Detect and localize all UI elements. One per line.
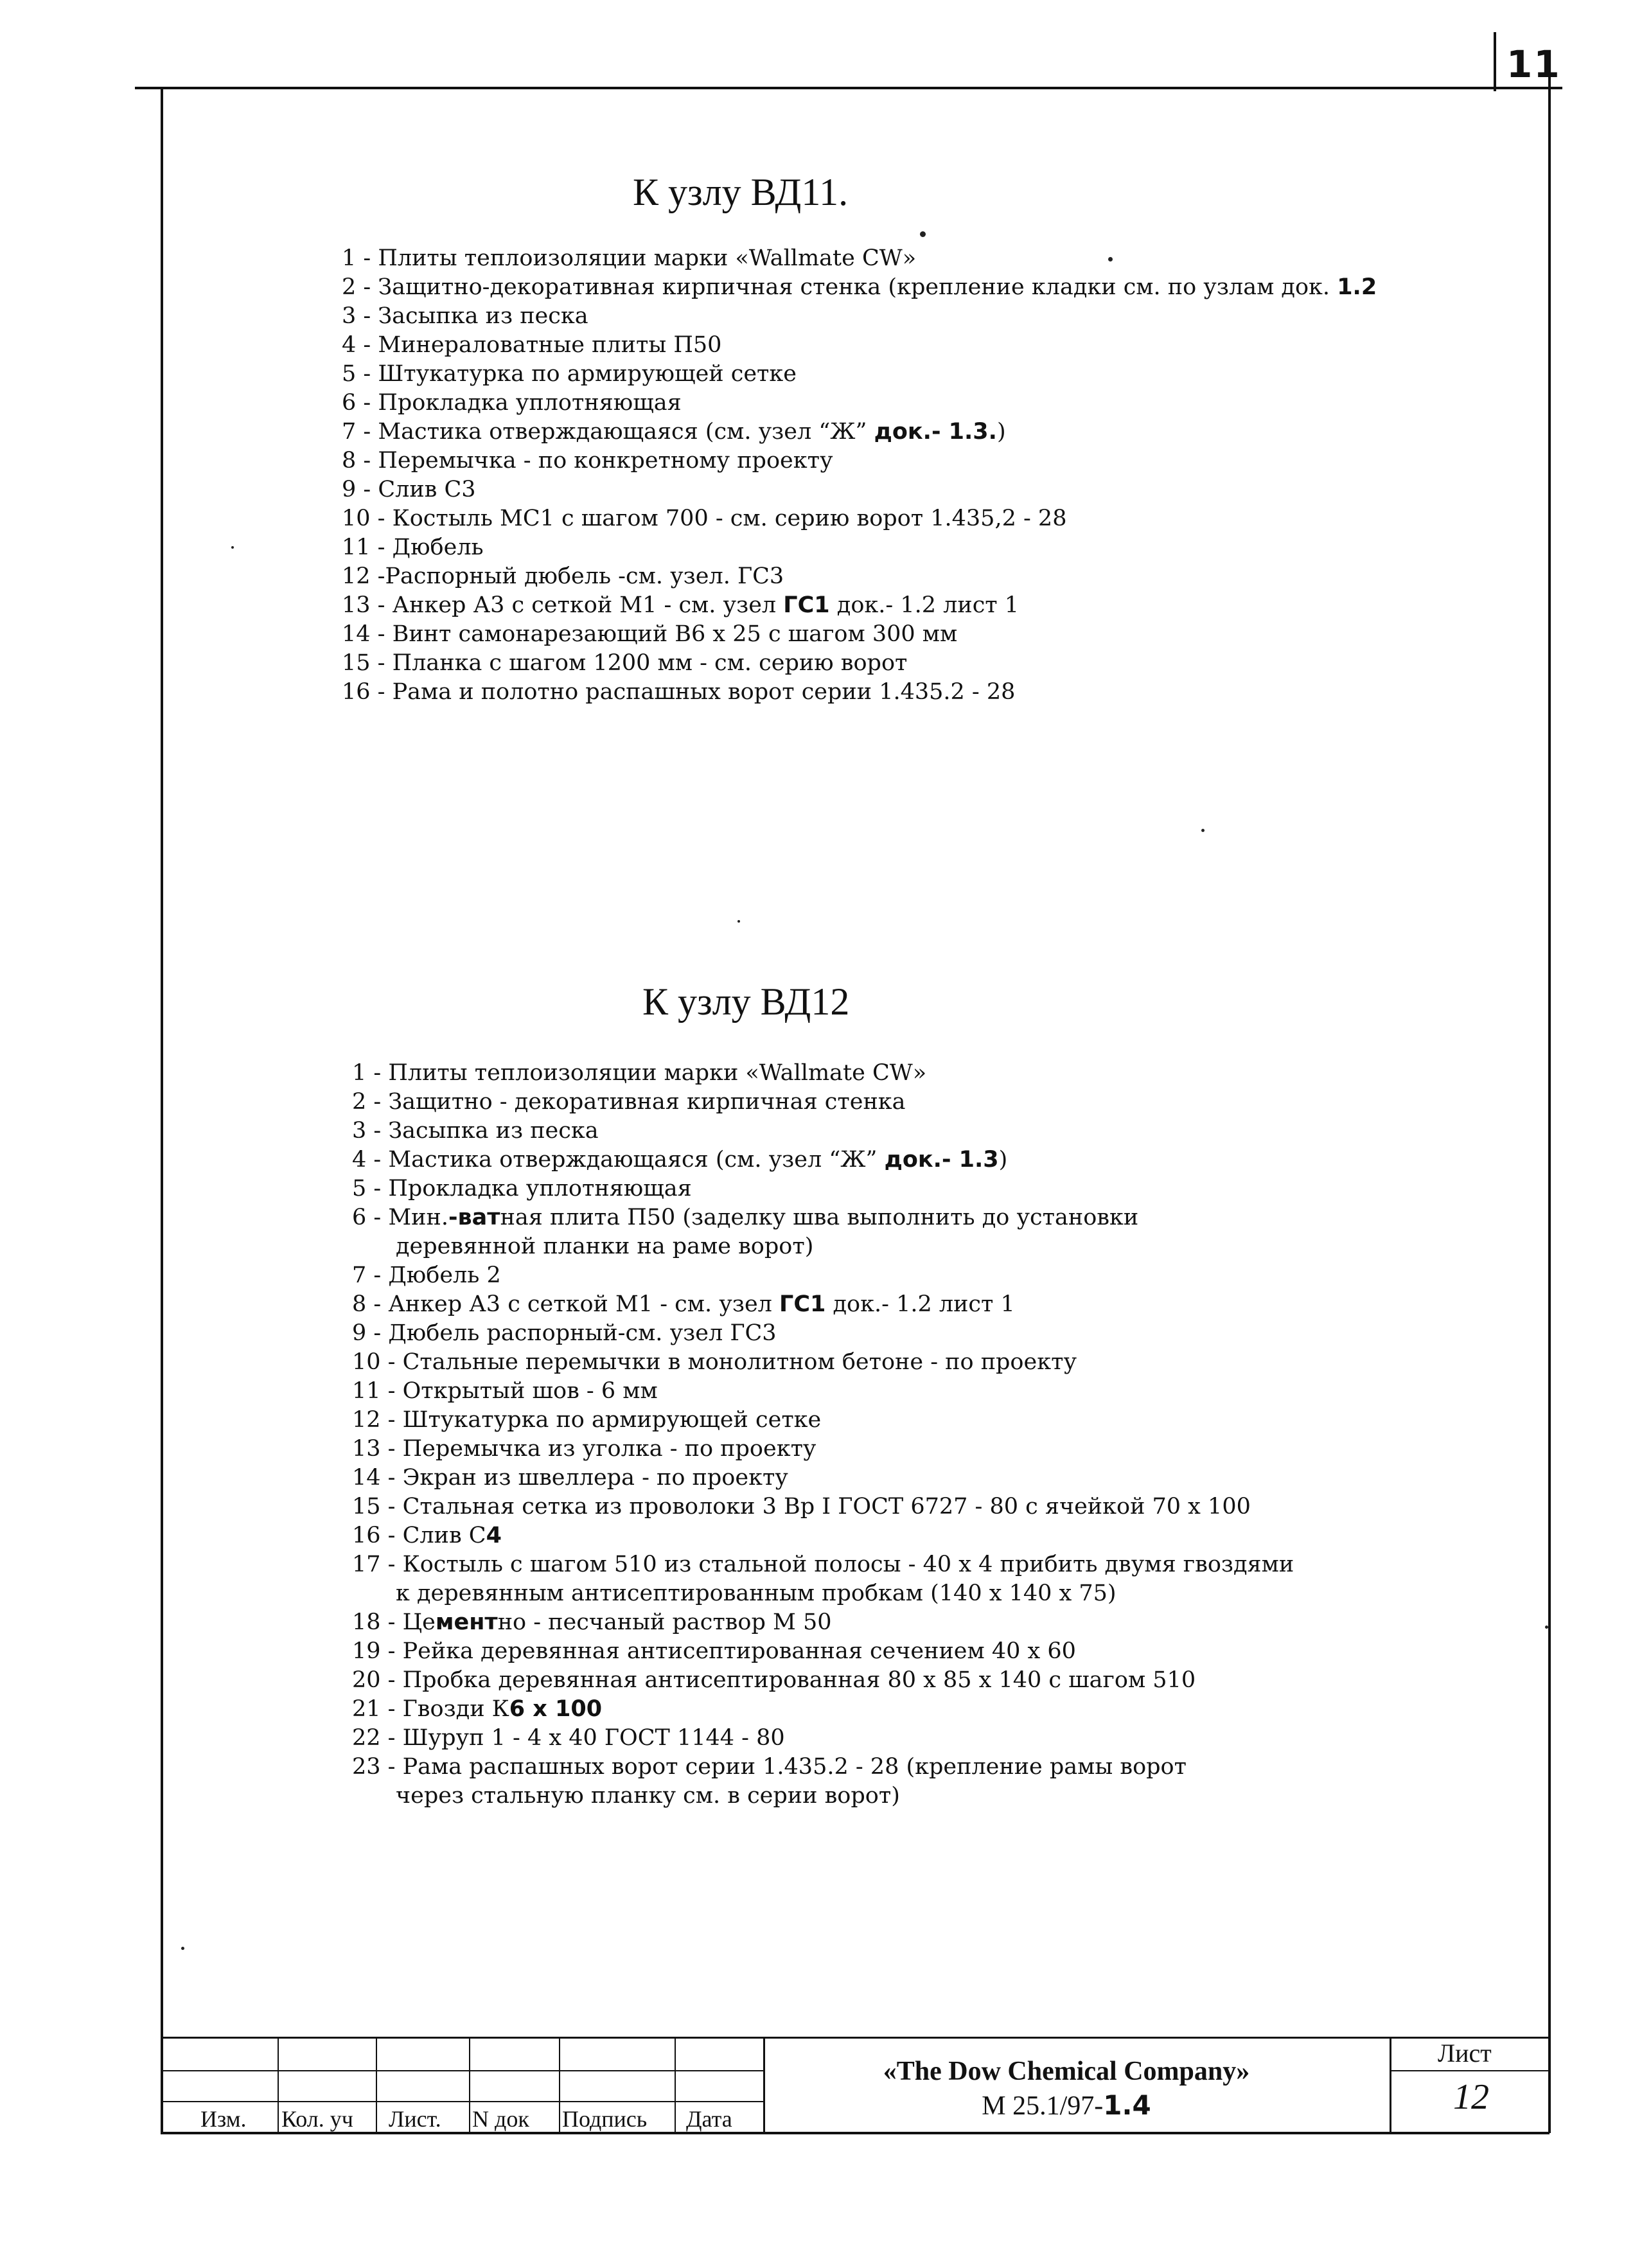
item-list-vd12 bbox=[352, 1059, 1294, 1811]
list-item bbox=[342, 418, 1377, 447]
header-list: Лист. bbox=[389, 2106, 441, 2132]
scan-speck bbox=[181, 1947, 184, 1950]
item-text: 21 - Гвозди К bbox=[352, 1696, 509, 1722]
item-text: 2 - Защитно - декоративная кирпичная стенка bbox=[352, 1089, 906, 1115]
item-text: 17 - Костыль с шагом 510 из стальной полосы - 40 х 4 прибить двумя гвоздями bbox=[352, 1552, 1294, 1577]
item-text: 22 - Шуруп 1 - 4 х 40 ГОСТ 1144 - 80 bbox=[352, 1725, 785, 1751]
item-text: 13 - Анкер А3 с сеткой М1 - см. узел bbox=[342, 592, 784, 618]
item-text: 8 - Анкер А3 с сеткой М1 - см. узел bbox=[352, 1291, 780, 1317]
item-list-vd11 bbox=[342, 244, 1377, 707]
list-item bbox=[352, 1493, 1294, 1521]
item-text-after: ) bbox=[998, 1147, 1008, 1173]
item-text: 9 - Дюбель распорный-см. узел ГС3 bbox=[352, 1320, 777, 1346]
list-item bbox=[352, 1146, 1294, 1174]
item-text: 14 - Экран из швеллера - по проекту bbox=[352, 1465, 788, 1491]
sheet-label: Лист bbox=[1438, 2039, 1492, 2068]
item-text: 13 - Перемычка из уголка - по проекту bbox=[352, 1436, 817, 1462]
page-number: 11 bbox=[1506, 42, 1561, 86]
list-item bbox=[342, 389, 1377, 418]
item-text: 12 -Распорный дюбель -см. узел. ГС3 bbox=[342, 563, 784, 589]
section-title-vd11: К узлу ВД11. bbox=[633, 171, 849, 213]
list-item bbox=[342, 331, 1377, 360]
list-item bbox=[342, 273, 1377, 302]
item-continuation: к деревянным антисептированным пробкам (140 х 140 х 75) bbox=[396, 1581, 1117, 1606]
document-code-handwritten: 1.4 bbox=[1103, 2089, 1151, 2121]
list-item bbox=[342, 533, 1377, 562]
item-text: 4 - Мастика отверждающаяся (см. узел “Ж” bbox=[352, 1147, 885, 1173]
item-handwritten-note: ГС1 bbox=[779, 1291, 826, 1317]
list-item bbox=[342, 678, 1377, 707]
item-text: 7 - Дюбель 2 bbox=[352, 1262, 501, 1288]
item-text-after: док.- 1.2 лист 1 bbox=[829, 592, 1020, 618]
item-text: 16 - Рама и полотно распашных ворот серии 1.435.2 - 28 bbox=[342, 679, 1016, 705]
list-item bbox=[342, 447, 1377, 475]
list-item bbox=[352, 1637, 1294, 1666]
item-text: 10 - Костыль МС1 с шагом 700 - см. серию ворот 1.435,2 - 28 bbox=[342, 506, 1067, 531]
list-item bbox=[352, 1753, 1294, 1811]
scan-speck bbox=[1545, 1626, 1548, 1629]
item-text: 1 - Плиты теплоизоляции марки «Wallmate CW» bbox=[342, 245, 917, 271]
frame-top-line bbox=[135, 87, 1562, 89]
item-text: 12 - Штукатурка по армирующей сетке bbox=[352, 1407, 822, 1433]
item-handwritten-note: мент bbox=[435, 1609, 498, 1635]
list-item bbox=[352, 1608, 1294, 1637]
item-text: 3 - Засыпка из песка bbox=[342, 303, 588, 329]
list-item bbox=[352, 1319, 1294, 1348]
list-item bbox=[342, 360, 1377, 389]
list-item bbox=[352, 1464, 1294, 1493]
item-text: 2 - Защитно-декоративная кирпичная стенка (крепление кладки см. по узлам док. bbox=[342, 274, 1337, 300]
item-text: 8 - Перемычка - по конкретному проекту bbox=[342, 448, 833, 474]
section-title-vd12: К узлу ВД12 bbox=[642, 980, 850, 1023]
scan-speck bbox=[1108, 257, 1113, 261]
list-item bbox=[342, 562, 1377, 591]
list-item bbox=[342, 591, 1377, 620]
item-text: 16 - Слив С bbox=[352, 1523, 486, 1548]
document-code bbox=[784, 2089, 1349, 2122]
item-text: 20 - Пробка деревянная антисептированная 80 х 85 х 140 с шагом 510 bbox=[352, 1667, 1196, 1693]
header-n-dok: N док bbox=[472, 2106, 529, 2132]
list-item bbox=[352, 1348, 1294, 1377]
item-text: 15 - Планка с шагом 1200 мм - см. серию ворот bbox=[342, 650, 908, 676]
item-text-after: ная плита П50 (заделку шва выполнить до установки bbox=[500, 1205, 1139, 1230]
list-item bbox=[342, 620, 1377, 649]
header-data: Дата bbox=[686, 2106, 732, 2132]
list-item bbox=[352, 1666, 1294, 1695]
scan-speck bbox=[920, 231, 926, 237]
item-handwritten-note: 6 х 100 bbox=[509, 1696, 603, 1722]
item-text: 19 - Рейка деревянная антисептированная сечением 40 х 60 bbox=[352, 1638, 1076, 1664]
item-text: 4 - Минераловатные плиты П50 bbox=[342, 332, 722, 358]
list-item bbox=[352, 1435, 1294, 1464]
header-podpis: Подпись bbox=[562, 2106, 648, 2132]
item-handwritten-note: док.- 1.3 bbox=[884, 1147, 999, 1173]
item-text: 10 - Стальные перемычки в монолитном бетоне - по проекту bbox=[352, 1349, 1077, 1375]
list-item bbox=[342, 649, 1377, 678]
list-item bbox=[352, 1059, 1294, 1088]
item-continuation: через стальную планку см. в серии ворот) bbox=[396, 1783, 900, 1809]
item-text: 15 - Стальная сетка из проволоки 3 Вр I ГОСТ 6727 - 80 с ячейкой 70 х 100 bbox=[352, 1494, 1251, 1519]
item-text: 5 - Штукатурка по армирующей сетке bbox=[342, 361, 797, 387]
frame-left-line bbox=[161, 87, 163, 2133]
list-item bbox=[342, 244, 1377, 273]
list-item bbox=[352, 1724, 1294, 1753]
list-item bbox=[352, 1695, 1294, 1724]
item-handwritten-note: -ват bbox=[448, 1205, 500, 1230]
item-handwritten-note: ГС1 bbox=[783, 592, 830, 618]
list-item bbox=[342, 504, 1377, 533]
scan-speck bbox=[1201, 829, 1205, 832]
item-text-after: док.- 1.2 лист 1 bbox=[825, 1291, 1015, 1317]
list-item bbox=[342, 302, 1377, 331]
item-text: 6 - Мин. bbox=[352, 1205, 448, 1230]
item-handwritten-note: 4 bbox=[486, 1523, 502, 1548]
item-handwritten-note: 1.2 bbox=[1337, 274, 1377, 300]
item-continuation: деревянной планки на раме ворот) bbox=[396, 1234, 814, 1259]
list-item bbox=[352, 1088, 1294, 1117]
item-text: 6 - Прокладка уплотняющая bbox=[342, 390, 682, 416]
list-item bbox=[352, 1521, 1294, 1550]
header-kol-uch: Кол. уч bbox=[281, 2106, 353, 2132]
item-text: 7 - Мастика отверждающаяся (см. узел “Ж” bbox=[342, 419, 874, 445]
list-item bbox=[352, 1174, 1294, 1203]
item-text: 9 - Слив С3 bbox=[342, 477, 476, 502]
company-name: «The Dow Chemical Company» bbox=[883, 2057, 1250, 2086]
item-handwritten-note: док.- 1.3. bbox=[874, 419, 997, 445]
item-text: 5 - Прокладка уплотняющая bbox=[352, 1176, 692, 1201]
scan-speck bbox=[231, 546, 234, 549]
item-text: 14 - Винт самонарезающий В6 х 25 с шагом 300 мм bbox=[342, 621, 958, 647]
item-text: 18 - Це bbox=[352, 1609, 436, 1635]
list-item bbox=[352, 1377, 1294, 1406]
page-number-tick bbox=[1494, 32, 1496, 91]
item-text-after: ) bbox=[996, 419, 1006, 445]
sheet-number: 12 bbox=[1453, 2077, 1489, 2117]
frame-right-line bbox=[1548, 58, 1551, 2133]
item-text: 23 - Рама распашных ворот серии 1.435.2 - 28 (крепление рамы ворот bbox=[352, 1754, 1187, 1780]
list-item bbox=[342, 475, 1377, 504]
list-item bbox=[352, 1117, 1294, 1146]
item-text: 3 - Засыпка из песка bbox=[352, 1118, 599, 1144]
scan-speck bbox=[737, 920, 740, 923]
list-item bbox=[352, 1406, 1294, 1435]
list-item bbox=[352, 1550, 1294, 1608]
item-text: 1 - Плиты теплоизоляции марки «Wallmate CW» bbox=[352, 1060, 927, 1086]
item-text: 11 - Дюбель bbox=[342, 535, 484, 560]
header-izm: Изм. bbox=[200, 2106, 247, 2132]
list-item bbox=[352, 1290, 1294, 1319]
list-item bbox=[352, 1203, 1294, 1261]
document-code-text: М 25.1/97- bbox=[982, 2091, 1104, 2121]
list-item bbox=[352, 1261, 1294, 1290]
item-text-after: но - песчаный раствор М 50 bbox=[497, 1609, 832, 1635]
item-text: 11 - Открытый шов - 6 мм bbox=[352, 1378, 658, 1404]
